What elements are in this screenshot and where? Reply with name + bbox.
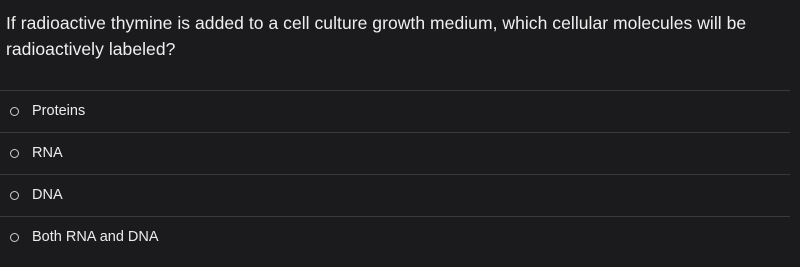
radio-button-icon[interactable] [10,149,19,158]
answer-option-proteins[interactable] [0,90,790,131]
answer-option-rna[interactable] [0,132,790,173]
answer-option-dna[interactable] [0,174,790,215]
radio-button-icon[interactable] [10,191,19,200]
answer-option-label: Both RNA and DNA [32,229,159,245]
answer-option-label: Proteins [32,103,86,119]
answer-option-both-rna-and-dna[interactable] [0,216,790,257]
answer-option-label: RNA [32,145,63,161]
answer-options-list [0,90,790,257]
radio-button-icon[interactable] [10,107,19,116]
answer-option-label: DNA [32,187,63,203]
question-text: If radioactive thymine is added to a cell culture growth medium, which cellular molecules will be radioactively labeled? [6,13,747,59]
radio-button-icon[interactable] [10,233,19,242]
